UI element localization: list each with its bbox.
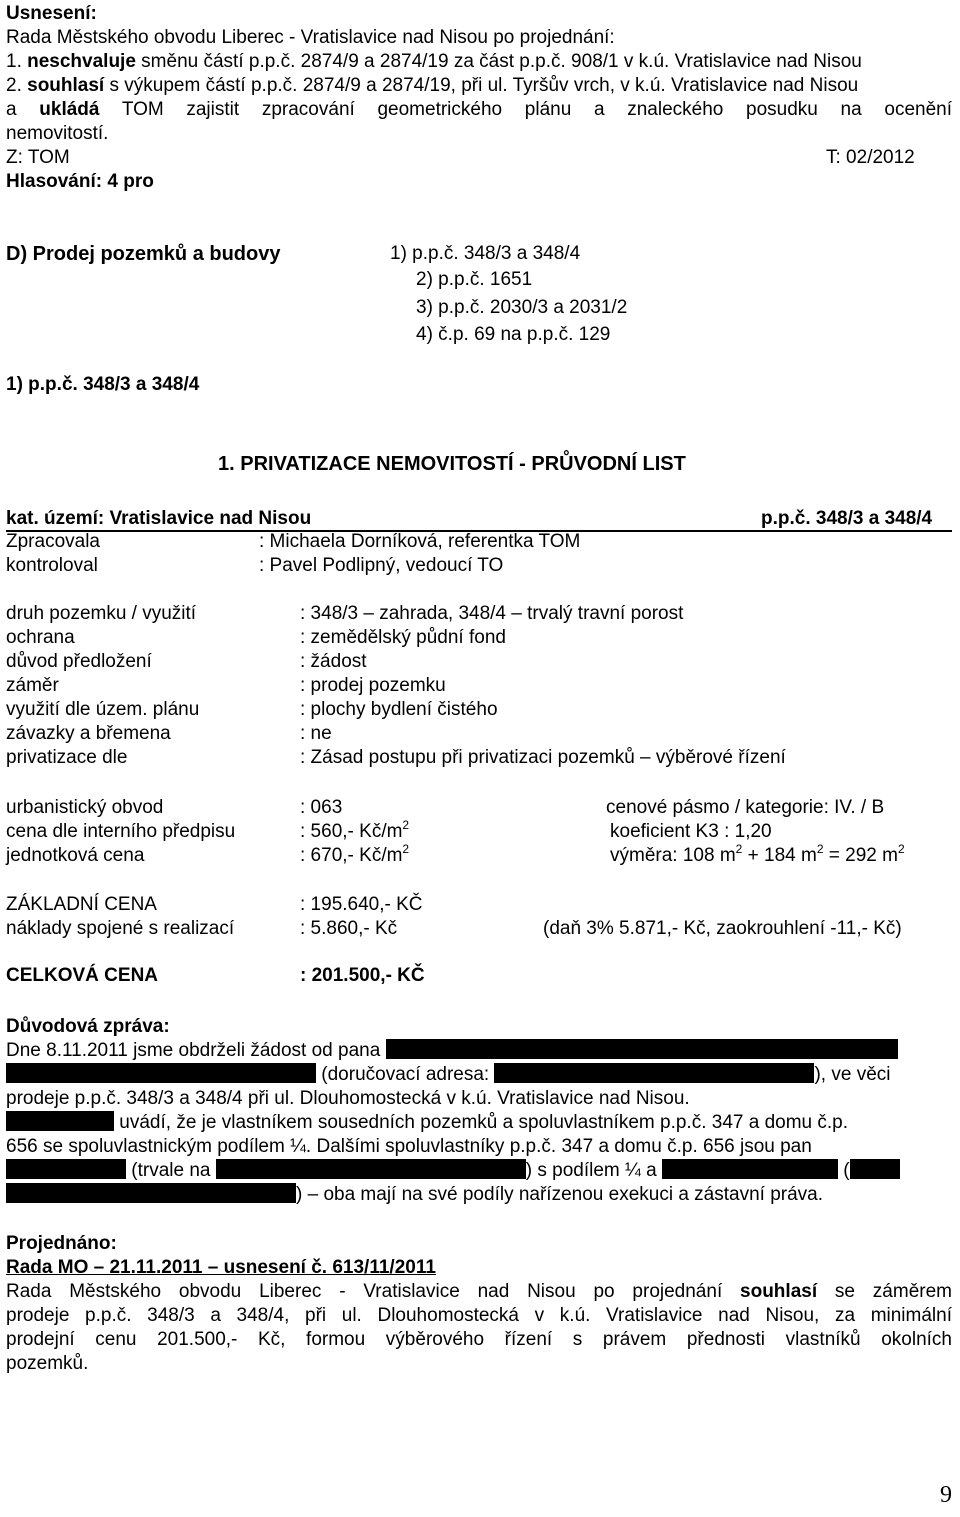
section-d-item: 3) p.p.č. 2030/3 a 2031/2: [416, 297, 628, 318]
projednano-heading: Projednáno:: [6, 1233, 117, 1254]
section-d-item: 1) p.p.č. 348/3 a 348/4: [390, 243, 581, 264]
parcel-id: p.p.č. 348/3 a 348/4: [761, 508, 933, 529]
kat-uzemi: kat. území: Vratislavice nad Nisou: [6, 508, 312, 529]
usneseni-line: Rada Městského obvodu Liberec - Vratislavice nad Nisou po projednání:: [6, 27, 615, 48]
zprava-line: 656 se spoluvlastnickým podílem ¼. Dalšími spoluvlastníky p.p.č. 347 a domu č.p. 656 jsou pan: [6, 1136, 812, 1157]
usneseni-item-2-line-3: nemovitostí.: [6, 123, 109, 144]
redacted-block: [6, 1159, 126, 1179]
zprava-line: (trvale na ) s podílem ¼ a (: [6, 1159, 900, 1183]
termin: T: 02/2012: [826, 147, 915, 168]
projednano-line: prodejní cenu 201.500,- Kč, formou výběrového řízení s právem přednosti vlastníků okolních: [6, 1329, 952, 1350]
section-d-item: 4) č.p. 69 na p.p.č. 129: [416, 324, 611, 345]
zprava-line: prodeje p.p.č. 348/3 a 348/4 při ul. Dlouhomostecká v k.ú. Vratislavice nad Nisou.: [6, 1088, 690, 1109]
redacted-block: [662, 1159, 838, 1179]
usneseni-item-2: 2. souhlasí s výkupem částí p.p.č. 2874/9 a 2874/19, při ul. Tyršův vrch, v k.ú. Vratislavice nad Nisou: [6, 75, 859, 96]
projednano-line: prodeje p.p.č. 348/3 a 348/4, při ul. Dlouhomostecká v k.ú. Vratislavice nad Nisou, za minimální: [6, 1305, 952, 1326]
usneseni-item-1: 1. neschvaluje směnu částí p.p.č. 2874/9 a 2874/19 za část p.p.č. 908/1 v k.ú. Vratislavice nad Nisou: [6, 51, 862, 72]
redacted-block: [216, 1159, 526, 1179]
zodpovida: Z: TOM: [6, 147, 70, 168]
usneseni-item-2-line-2: a ukládá TOM zajistit zpracování geometrického plánu a znaleckého posudku na ocenění: [6, 99, 952, 120]
zprava-heading: Důvodová zpráva:: [6, 1016, 170, 1037]
redacted-block: [386, 1039, 898, 1059]
redacted-block: [850, 1159, 900, 1179]
zprava-line: ) – oba mají na své podíly nařízenou exekuci a zástavní práva.: [6, 1183, 823, 1207]
section-d-sub-heading: 1) p.p.č. 348/3 a 348/4: [6, 374, 200, 395]
section-d-item: 2) p.p.č. 1651: [416, 269, 533, 290]
redacted-block: [494, 1063, 814, 1083]
zprava-line: Dne 8.11.2011 jsme obdrželi žádost od pana: [6, 1039, 898, 1063]
list-title: 1. PRIVATIZACE NEMOVITOSTÍ - PRŮVODNÍ LIST: [218, 453, 686, 475]
redacted-block: [6, 1111, 114, 1131]
usneseni-heading: Usnesení:: [6, 3, 97, 24]
zprava-line: uvádí, že je vlastníkem sousedních pozemků a spoluvlastníkem p.p.č. 347 a domu č.p.: [6, 1111, 848, 1135]
projednano-line: pozemků.: [6, 1353, 89, 1374]
projednano-line: Rada Městského obvodu Liberec - Vratislavice nad Nisou po projednání souhlasí se záměrem: [6, 1281, 952, 1302]
hlasovani: Hlasování: 4 pro: [6, 171, 154, 192]
section-d-title: D) Prodej pozemků a budovy: [6, 243, 281, 265]
redacted-block: [6, 1183, 296, 1203]
zprava-line: (doručovací adresa: ), ve věci: [6, 1063, 891, 1087]
redacted-block: [6, 1063, 316, 1083]
projednano-rada: Rada MO – 21.11.2011 – usnesení č. 613/11/2011: [6, 1257, 436, 1278]
page-number: 9: [940, 1482, 952, 1508]
